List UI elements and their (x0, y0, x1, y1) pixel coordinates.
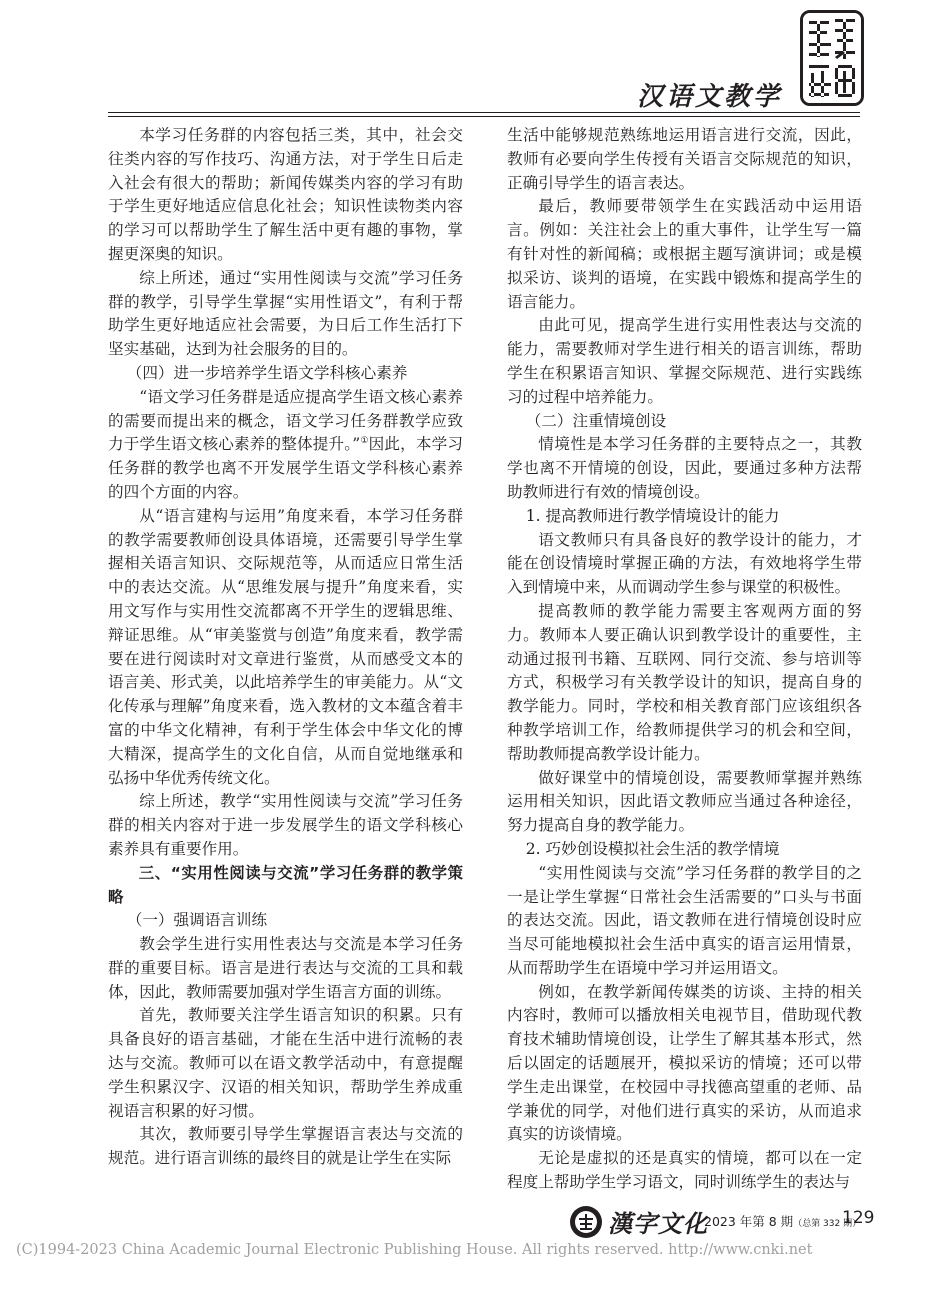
paragraph: 首先，教师要关注学生语言知识的积累。只有具备良好的语言基础，才能在生活中进行流畅的表达与交流。教师可以在语文教学活动中，有意提醒学生积累汉字、汉语的相关知识，帮助学生养成重视语言积累的好习惯。 (108, 1006, 463, 1120)
seal-glyph-icon (803, 13, 861, 103)
issue-total: （总第 332 期） (793, 1219, 862, 1229)
paragraph: “实用性阅读与交流”学习任务群的教学目的之一是让学生掌握“日常社会生活需要的”口头与书面的表达交流。因此，语文教师在进行情境创设时应当尽可能地模拟社会生活中真实的语言运用情景，从而帮助学生在语境中学习并运用语文。 (507, 863, 862, 977)
paragraph: 其次，教师要引导学生掌握语言表达与交流的规范。进行语言训练的最终目的就是让学生在实际 (108, 1125, 463, 1168)
right-column (507, 124, 862, 1195)
footnote-marker: ① (360, 436, 369, 447)
subsection-heading: （一）强调语言训练 (126, 911, 268, 930)
seal-logo (800, 10, 864, 106)
paragraph: 做好课堂中的情境创设，需要教师掌握并熟练运用相关知识，因此语文教师应当通过各种途径，努力提高自身的教学能力。 (507, 768, 862, 835)
header-rule (108, 112, 860, 113)
paragraph: 本学习任务群的内容包括三类，其中，社会交往类内容的写作技巧、沟通方法，对于学生日后走入社会有很大的帮助；新闻传媒类内容的学习有助于学生更好地适应信息化社会；知识性读物类内容的学习可以帮助学生了解生活中更有趣的事物，掌握更深奥的知识。 (108, 126, 463, 263)
paragraph: 提高教师的教学能力需要主客观两方面的努力。教师本人要正确认识到教学设计的重要性，主动通过报刊书籍、互联网、同行交流、参与培训等方式，积极学习有关教学设计的知识，提高自身的教学能力。同时，学校和相关教育部门应该组织各种教学培训工作，给教师提供学习的机会和空间，帮助教师提高教学设计能力。 (507, 601, 862, 763)
subsection-heading: （二）注重情境创设 (525, 411, 667, 430)
paragraph: 最后，教师要带领学生在实践活动中运用语言。例如：关注社会上的重大事件，让学生写一篇有针对性的新闻稿；或根据主题写演讲词；或是模拟采访、谈判的语境，在实践中锻炼和提高学生的语言能力。 (507, 197, 862, 311)
paragraph: 情境性是本学习任务群的主要特点之一，其教学也离不开情境的创设，因此，要通过多种方法帮助教师进行有效的情境创设。 (507, 435, 862, 501)
paragraph: 综上所述，通过“实用性阅读与交流”学习任务群的教学，引导学生掌握“实用性语文”，有利于帮助学生更好地适应社会需要，为日后工作生活打下坚实基础，达到为社会服务的目的。 (108, 268, 463, 359)
copyright-notice: (C)1994-2023 China Academic Journal Electronic Publishing House. All rights reserved. http://www.cnki.net (16, 1242, 813, 1258)
subsection-heading: 1. 提高教师进行教学情境设计的能力 (525, 506, 780, 525)
left-column (108, 124, 463, 1171)
paragraph: 从“语言建构与运用”角度来看，本学习任务群的教学需要教师创设具体语境，还需要引导学生掌握相关语言知识、交际规范等，从而适应日常生活中的表达交流。从“思维发展与提升”角度来看，实用文写作与实用性交流都离不开学生的逻辑思维、辩证思维。从“审美鉴赏与创造”角度来看，教学需要在进行阅读时对文章进行鉴赏，从而感受文本的语言美、形式美，以此培养学生的审美能力。从“文化传承与理解”角度来看，选入教材的文本蕴含着丰富的中华文化精神，有利于学生体会中华文化的博大精深，提高学生的文化自信，从而自觉地继承和弘扬中华优秀传统文化。 (108, 506, 463, 787)
paragraph: 例如，在教学新闻传媒类的访谈、主持的相关内容时，教师可以播放相关电视节目，借助现代教育技术辅助情境创设，让学生了解其基本形式，然后以固定的话题展开，模拟采访的情境；还可以带学生走出课堂，在校园中寻找德高望重的老师、品学兼优的同学，对他们进行真实的采访，从而追求真实的访谈情境。 (507, 982, 862, 1144)
journal-logo-text: 漢字文化 (608, 1210, 708, 1238)
paragraph: 无论是虚拟的还是真实的情境，都可以在一定程度上帮助学生学习语文，同时训练学生的表达与 (507, 1149, 862, 1192)
journal-title: 汉语文教学 (636, 82, 782, 112)
issue-number: 2023 年第 8 期 (704, 1214, 794, 1229)
section-heading: 三、“实用性阅读与交流”学习任务群的教学策略 (108, 863, 463, 906)
paragraph: 语文教师只有具备良好的教学设计的能力，才能在创设情境时掌握正确的方法，有效地将学生带入到情境中来，从而调动学生参与课堂的积极性。 (507, 530, 862, 597)
paragraph: 综上所述，教学“实用性阅读与交流”学习任务群的相关内容对于进一步发展学生的语文学科核心素养具有重要作用。 (108, 792, 463, 858)
subsection-heading: （四）进一步培养学生语文学科核心素养 (126, 363, 408, 382)
paragraph: 生活中能够规范熟练地运用语言进行交流，因此，教师有必要向学生传授有关语言交际规范的知识，正确引导学生的语言表达。 (507, 126, 862, 192)
header-rule-thin (108, 116, 860, 117)
journal-logo-icon (568, 1204, 604, 1240)
paragraph: 教会学生进行实用性表达与交流是本学习任务群的重要目标。语言是进行表达与交流的工具和载体，因此，教师需要加强对学生语言方面的训练。 (108, 935, 463, 1001)
subsection-heading: 2. 巧妙创设模拟社会生活的教学情境 (525, 839, 780, 858)
paragraph: 由此可见，提高学生进行实用性表达与交流的能力，需要教师对学生进行相关的语言训练，帮助学生在积累语言知识、掌握交际规范、进行实践练习的过程中培养能力。 (507, 316, 862, 406)
paragraph: “语文学习任务群是适应提高学生语文核心素养的需要而提出来的概念，语文学习任务群教学应致力于学生语文核心素养的整体提升。”①因此，本学习任务群的教学也离不开发展学生语文学科核心素养的四个方面的内容。 (108, 387, 463, 501)
issue-info (704, 1212, 861, 1230)
page-number: 129 (842, 1208, 875, 1228)
